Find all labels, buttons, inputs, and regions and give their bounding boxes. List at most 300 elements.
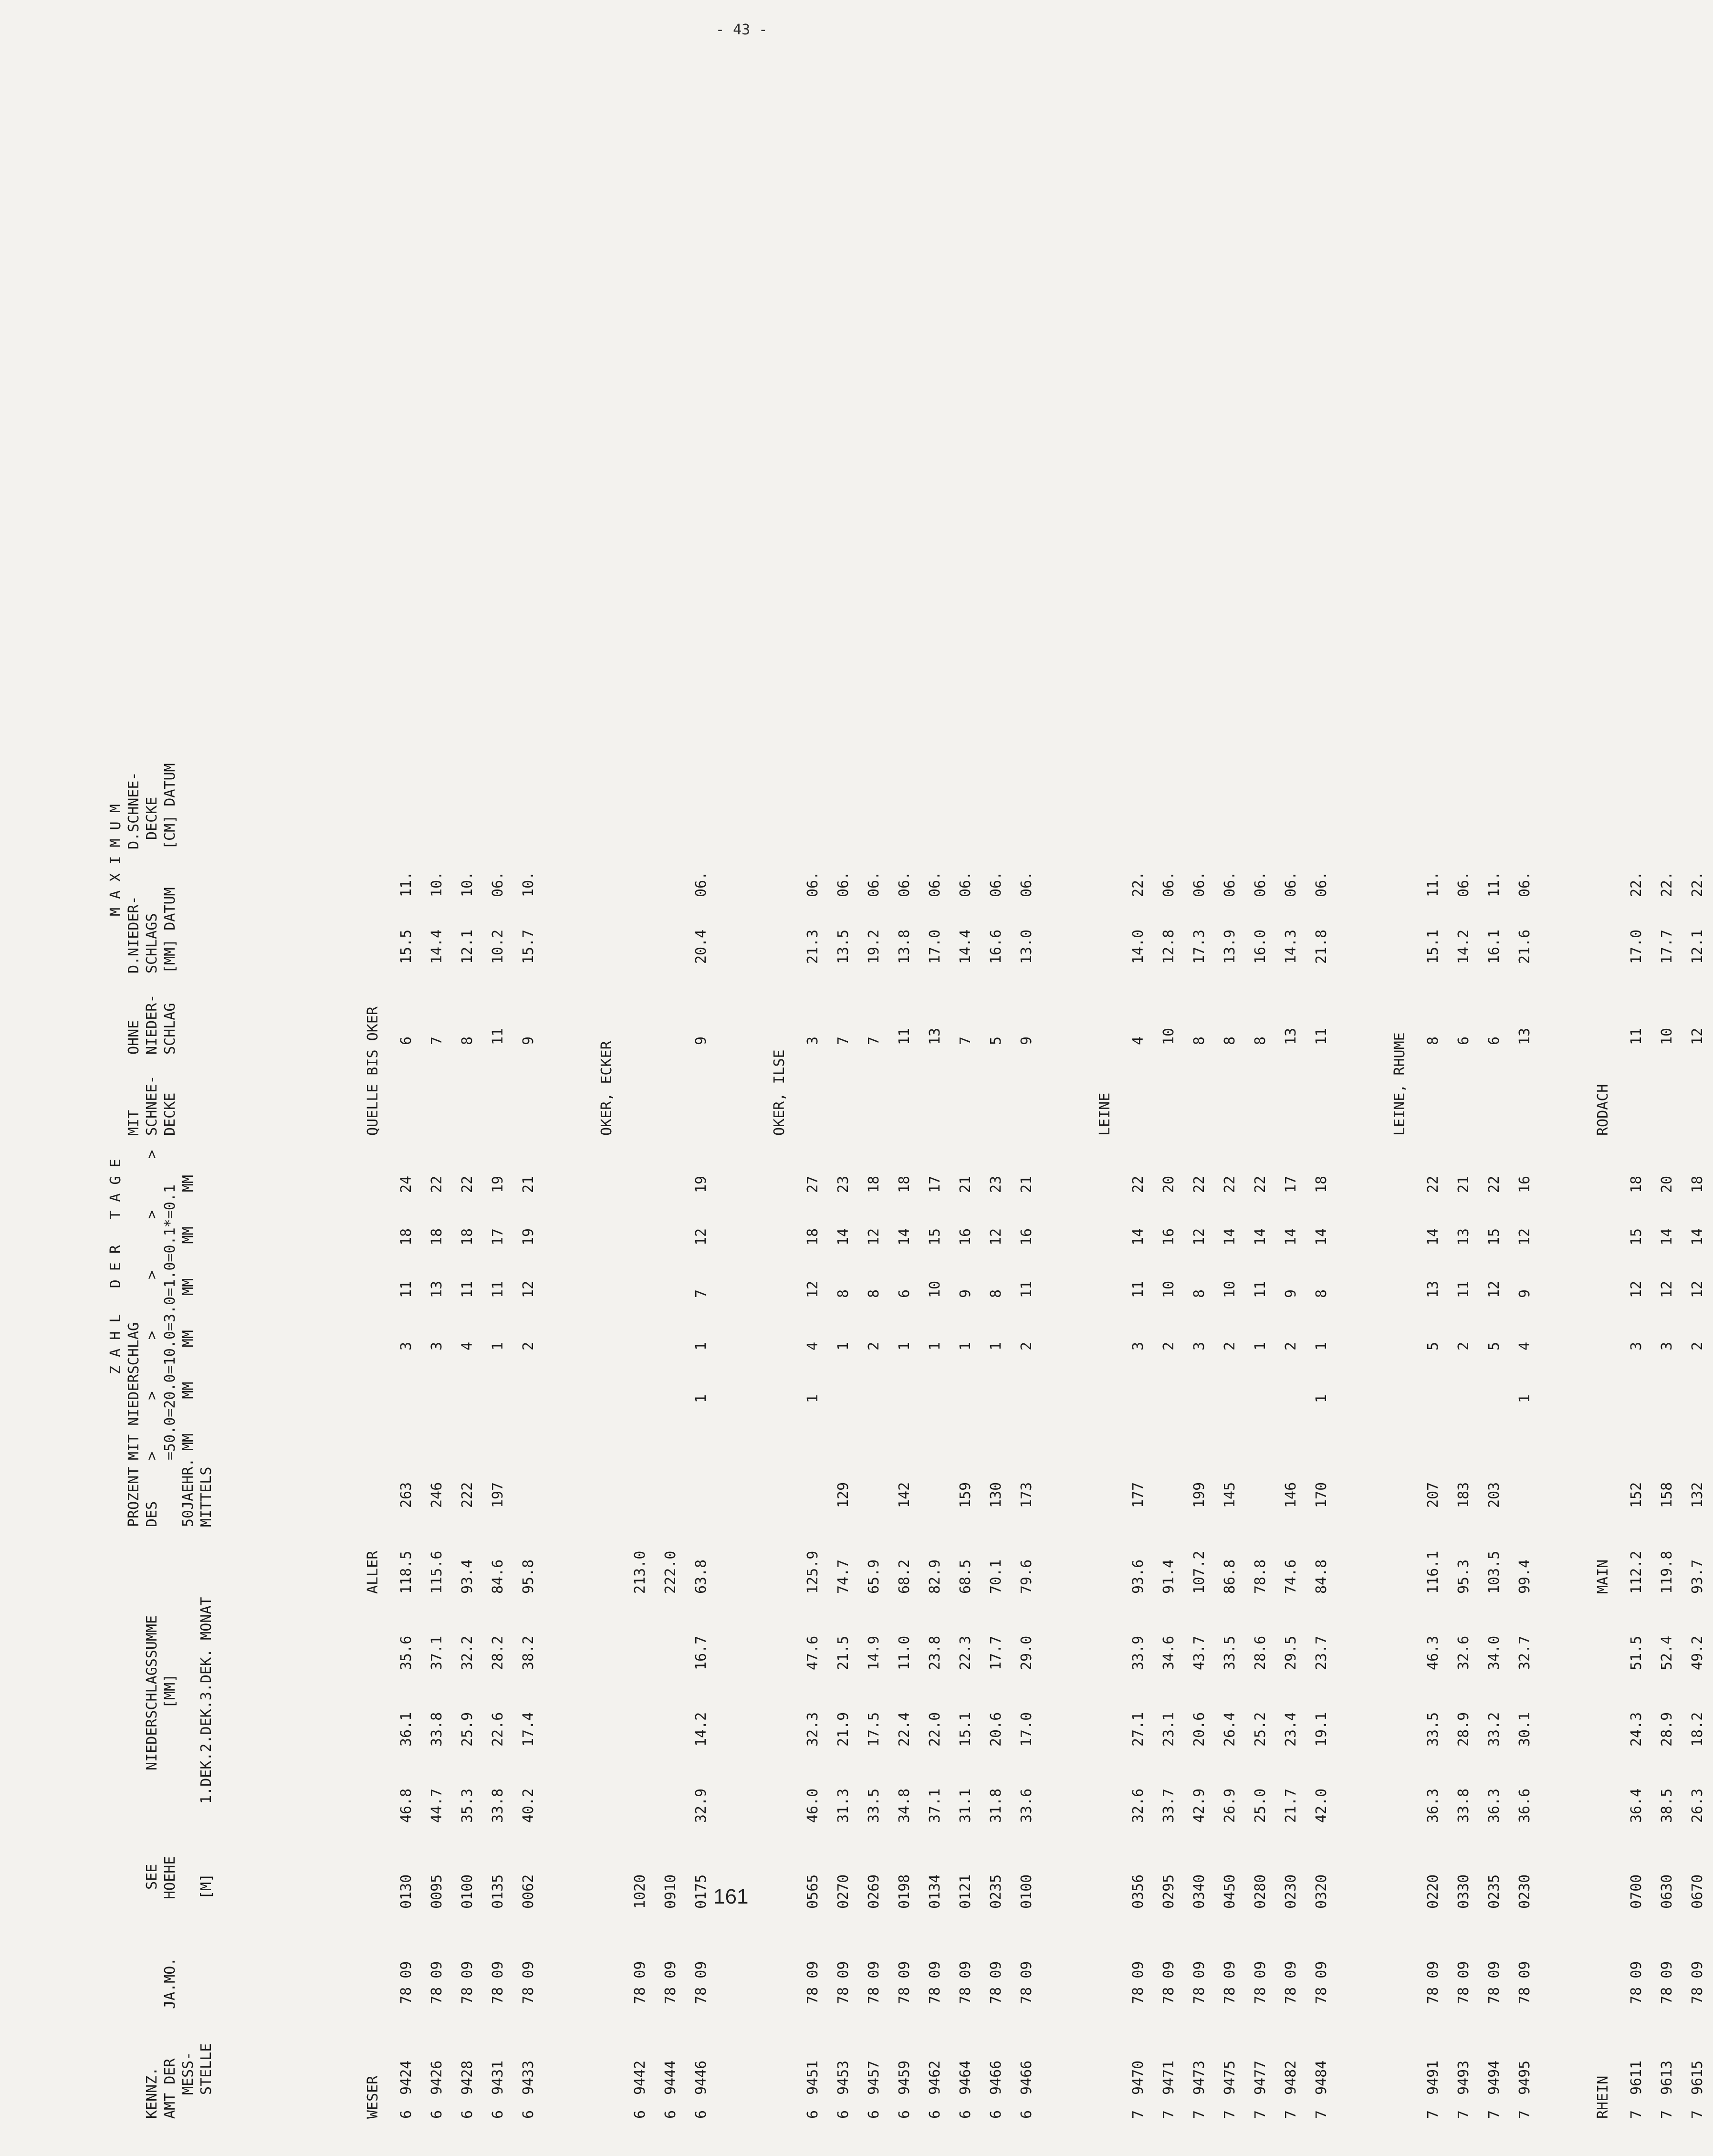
cell-d1: 32.6: [1130, 1788, 1147, 1823]
cell-c01: 24: [398, 1175, 415, 1193]
cell-amt: 6: [988, 2110, 1004, 2119]
cell-d2: 19.1: [1313, 1712, 1330, 1747]
cell-p: 170: [1313, 1482, 1330, 1508]
cell-m: 95.8: [520, 1559, 537, 1594]
cell-id: 9457: [866, 2060, 882, 2095]
cell-c1: 18: [804, 1228, 821, 1245]
cell-d3: 21.5: [835, 1635, 852, 1670]
header-d-nieder: [125, 887, 216, 973]
cell-amt: 7: [1689, 2110, 1706, 2119]
cell-c01: 18: [1313, 1175, 1330, 1193]
cell-c10: 2: [1160, 1341, 1177, 1350]
cell-ja: 78 09: [428, 1961, 445, 2004]
cell-c01: 21: [520, 1175, 537, 1193]
cell-d1: 32.9: [693, 1788, 710, 1823]
cell-d3: 32.6: [1455, 1635, 1472, 1670]
cell-md: 06.: [927, 871, 943, 897]
table-row: [1418, 67, 1449, 2119]
cell-d1: 35.3: [459, 1788, 476, 1823]
cell-d3: 28.2: [490, 1635, 506, 1670]
cell-m: 63.8: [693, 1559, 710, 1594]
cell-id: 9426: [428, 2060, 445, 2095]
section-header: [353, 67, 391, 2119]
cell-h: 0340: [1191, 1874, 1208, 1909]
cell-md: 06.: [835, 871, 852, 897]
cell-m: 93.4: [459, 1559, 476, 1594]
cell-d3: 33.5: [1222, 1635, 1238, 1670]
cell-os: 7: [866, 1036, 882, 1045]
cell-h: 0330: [1455, 1874, 1472, 1909]
cell-c3: 11: [1130, 1280, 1147, 1298]
cell-c3: 12: [1659, 1280, 1675, 1298]
cell-amt: 7: [1628, 2110, 1645, 2119]
cell-d3: 33.9: [1130, 1635, 1147, 1670]
cell-ja: 78 09: [804, 1961, 821, 2004]
cell-h: 0135: [490, 1874, 506, 1909]
cell-c1: 14: [1283, 1228, 1299, 1245]
header-see-l2: HOEHE: [162, 1856, 178, 1899]
cell-d3: 34.6: [1160, 1635, 1177, 1670]
table-row: [1479, 67, 1510, 2119]
cell-d2: 28.9: [1659, 1712, 1675, 1747]
header-see-l1: SEE: [144, 1863, 160, 1890]
table-body: [353, 67, 1713, 2119]
cell-amt: 6: [804, 2110, 821, 2119]
cell-amt: 7: [1252, 2110, 1269, 2119]
cell-c1: 15: [1486, 1228, 1503, 1245]
header-amt-l1: KENNZ.: [144, 2067, 160, 2119]
cell-c10: 3: [428, 1341, 445, 1350]
cell-m: 84.8: [1313, 1559, 1330, 1594]
cell-d3: 35.6: [398, 1635, 415, 1670]
cell-c10: 2: [1018, 1341, 1035, 1350]
cell-d2: 23.1: [1160, 1712, 1177, 1747]
cell-c3: 12: [1689, 1280, 1706, 1298]
cell-md: 10.: [459, 871, 476, 897]
cell-amt: 7: [1313, 2110, 1330, 2119]
cell-d3: 17.7: [988, 1635, 1004, 1670]
cell-c3: 9: [957, 1289, 974, 1298]
cell-h: 0095: [428, 1874, 445, 1909]
cell-d3: 32.2: [459, 1635, 476, 1670]
cell-c3: 11: [1018, 1280, 1035, 1298]
cell-amt: 7: [1486, 2110, 1503, 2119]
cell-os: 13: [1516, 1027, 1533, 1045]
cell-d1: 31.3: [835, 1788, 852, 1823]
cell-id: 9451: [804, 2060, 821, 2095]
cell-amt: 7: [1659, 2110, 1675, 2119]
cell-c01: 21: [1455, 1175, 1472, 1193]
cell-c3: 10: [1222, 1280, 1238, 1298]
cell-d1: 46.0: [804, 1788, 821, 1823]
section-gap: [1540, 67, 1583, 2119]
cell-c10: 2: [1283, 1341, 1299, 1350]
cell-ja: 78 09: [1425, 1961, 1441, 2004]
cell-mx: 21.6: [1516, 929, 1533, 964]
cell-d1: 33.8: [490, 1788, 506, 1823]
table-row: [1184, 67, 1215, 2119]
cell-d3: 49.2: [1689, 1635, 1706, 1670]
cell-c1: 15: [927, 1228, 943, 1245]
cell-c01: 18: [1689, 1175, 1706, 1193]
cell-md: 06.: [1191, 871, 1208, 897]
cell-id: 9446: [693, 2060, 710, 2095]
cell-os: 11: [1313, 1027, 1330, 1045]
cell-c01: 21: [957, 1175, 974, 1193]
cell-d2: 26.4: [1222, 1712, 1238, 1747]
cell-mx: 10.2: [490, 929, 506, 964]
cell-amt: 6: [632, 2110, 648, 2119]
cell-c10: 1: [896, 1341, 913, 1350]
cell-md: 06.: [1222, 871, 1238, 897]
cell-amt: 6: [490, 2110, 506, 2119]
cell-c01: 18: [1628, 1175, 1645, 1193]
cell-md: 06.: [1516, 871, 1533, 897]
cell-md: 06.: [1283, 871, 1299, 897]
cell-id: 9470: [1130, 2060, 1147, 2095]
cell-md: 22.: [1659, 871, 1675, 897]
cell-mx: 13.5: [835, 929, 852, 964]
cell-id: 9484: [1313, 2060, 1330, 2095]
cell-p: 222: [459, 1482, 476, 1508]
cell-id: 9613: [1659, 2060, 1675, 2095]
section-label: MAIN: [1595, 1559, 1611, 1594]
cell-amt: 7: [1130, 2110, 1147, 2119]
cell-os: 13: [927, 1027, 943, 1045]
cell-mx: 19.2: [866, 929, 882, 964]
cell-m: 93.6: [1130, 1559, 1147, 1594]
header-mit-schnee-l2: SCHNEE-: [144, 1075, 160, 1136]
cell-md: 10.: [520, 871, 537, 897]
cell-id: 9433: [520, 2060, 537, 2095]
header-prozent: [125, 1458, 234, 1546]
section-gap: [544, 67, 587, 2119]
cell-d1: 38.5: [1659, 1788, 1675, 1823]
cell-m: 82.9: [927, 1559, 943, 1594]
header-ds-l2: DECKE: [144, 796, 160, 840]
table-row: [1621, 67, 1652, 2119]
cell-d1: 44.7: [428, 1788, 445, 1823]
table-row: [483, 67, 513, 2119]
cell-amt: 7: [1222, 2110, 1238, 2119]
cell-id: 9477: [1252, 2060, 1269, 2095]
cell-ja: 78 09: [1018, 1961, 1035, 2004]
table-row: [889, 67, 920, 2119]
cell-c01: 22: [1130, 1175, 1147, 1193]
cell-d3: 43.7: [1191, 1635, 1208, 1670]
table-row: [1123, 67, 1154, 2119]
header-maximum: M A X I M U M: [107, 804, 124, 916]
cell-md: 06.: [1252, 871, 1269, 897]
cell-c10: 1: [1252, 1341, 1269, 1350]
cell-c01: 23: [835, 1175, 852, 1193]
cell-ja: 78 09: [1689, 1961, 1706, 2004]
cell-c1: 16: [957, 1228, 974, 1245]
cell-md: 11.: [1425, 871, 1441, 897]
cell-d2: 23.4: [1283, 1712, 1299, 1747]
cell-amt: 6: [693, 2110, 710, 2119]
cell-d2: 33.2: [1486, 1712, 1503, 1747]
cell-os: 6: [1486, 1036, 1503, 1045]
cell-os: 9: [520, 1036, 537, 1045]
cell-c1: 14: [1252, 1228, 1269, 1245]
cell-d2: 28.9: [1455, 1712, 1472, 1747]
header-amt-l2: AMT DER: [162, 2058, 178, 2119]
table-row: [1154, 67, 1184, 2119]
header-nied-unit: [MM]: [162, 1674, 178, 1708]
cell-h: 0130: [398, 1874, 415, 1909]
cell-ja: 78 09: [1313, 1961, 1330, 2004]
cell-m: 115.6: [428, 1550, 445, 1594]
cell-id: 9482: [1283, 2060, 1299, 2095]
cell-d1: 36.4: [1628, 1788, 1645, 1823]
cell-amt: 7: [1191, 2110, 1208, 2119]
table-row: [981, 67, 1012, 2119]
cell-h: 0270: [835, 1874, 852, 1909]
cell-h: 0450: [1222, 1874, 1238, 1909]
cell-id: 9495: [1516, 2060, 1533, 2095]
cell-os: 4: [1130, 1036, 1147, 1045]
cell-id: 9442: [632, 2060, 648, 2095]
cell-id: 9466: [988, 2060, 1004, 2095]
cell-d2: 36.1: [398, 1712, 415, 1747]
cell-mx: 12.1: [459, 929, 476, 964]
cell-c01: 21: [1018, 1175, 1035, 1193]
header-gt: > > > > > >: [144, 1150, 160, 1460]
cell-md: 10.: [428, 871, 445, 897]
header-zahl-title: Z A H L D E R T A G E: [107, 1159, 124, 1374]
cell-md: 06.: [1018, 871, 1035, 897]
cell-os: 13: [1283, 1027, 1299, 1045]
cell-c3: 10: [1160, 1280, 1177, 1298]
cell-m: 119.8: [1659, 1550, 1675, 1594]
cell-m: 116.1: [1425, 1550, 1441, 1594]
cell-m: 74.6: [1283, 1559, 1299, 1594]
table-row: [798, 67, 828, 2119]
cell-h: 0062: [520, 1874, 537, 1909]
cell-p: 183: [1455, 1482, 1472, 1508]
table-row: [625, 67, 656, 2119]
cell-p: 129: [835, 1482, 852, 1508]
cell-md: 11.: [398, 871, 415, 897]
cell-h: 0670: [1689, 1874, 1706, 1909]
cell-p: 203: [1486, 1482, 1503, 1508]
section-sub: OKER, ECKER: [598, 1041, 615, 1136]
cell-d1: 36.3: [1486, 1788, 1503, 1823]
cell-ja: 78 09: [459, 1961, 476, 2004]
cell-d3: 23.7: [1313, 1635, 1330, 1670]
cell-amt: 7: [1425, 2110, 1441, 2119]
cell-c01: 22: [428, 1175, 445, 1193]
cell-d2: 27.1: [1130, 1712, 1147, 1747]
cell-p: 145: [1222, 1482, 1238, 1508]
cell-os: 5: [988, 1036, 1004, 1045]
cell-c1: 14: [1689, 1228, 1706, 1245]
cell-ja: 78 09: [1659, 1961, 1675, 2004]
cell-p: 132: [1689, 1482, 1706, 1508]
cell-os: 8: [1222, 1036, 1238, 1045]
cell-c1: 14: [835, 1228, 852, 1245]
cell-id: 9464: [957, 2060, 974, 2095]
cell-p: 130: [988, 1482, 1004, 1508]
cell-os: 7: [428, 1036, 445, 1045]
cell-d3: 28.6: [1252, 1635, 1269, 1670]
cell-c20: 1: [1313, 1394, 1330, 1403]
cell-c10: 3: [1628, 1341, 1645, 1350]
cell-os: 7: [957, 1036, 974, 1045]
cell-d2: 18.2: [1689, 1712, 1706, 1747]
cell-m: 118.5: [398, 1550, 415, 1594]
table-row: [828, 67, 859, 2119]
cell-md: 22.: [1628, 871, 1645, 897]
cell-d3: 14.9: [866, 1635, 882, 1670]
cell-amt: 6: [459, 2110, 476, 2119]
cell-id: 9473: [1191, 2060, 1208, 2095]
cell-ja: 78 09: [398, 1961, 415, 2004]
cell-os: 11: [490, 1027, 506, 1045]
table-row: [452, 67, 483, 2119]
cell-c3: 11: [490, 1280, 506, 1298]
cell-c3: 11: [1252, 1280, 1269, 1298]
cell-ja: 78 09: [835, 1961, 852, 2004]
section-sub: QUELLE BIS OKER: [365, 1006, 381, 1136]
header-see-l3: [M]: [198, 1873, 215, 1899]
cell-ja: 78 09: [927, 1961, 943, 2004]
cell-d1: 37.1: [927, 1788, 943, 1823]
cell-id: 9428: [459, 2060, 476, 2095]
cell-ja: 78 09: [1252, 1961, 1269, 2004]
cell-mx: 17.7: [1659, 929, 1675, 964]
cell-c3: 10: [927, 1280, 943, 1298]
cell-h: 0121: [957, 1874, 974, 1909]
cell-ja: 78 09: [957, 1961, 974, 2004]
cell-d1: 34.8: [896, 1788, 913, 1823]
cell-d1: 25.0: [1252, 1788, 1269, 1823]
header-mit-schnee: [125, 1075, 216, 1136]
cell-c1: 12: [1516, 1228, 1533, 1245]
cell-c1: 14: [1313, 1228, 1330, 1245]
cell-d3: 37.1: [428, 1635, 445, 1670]
cell-c1: 14: [1659, 1228, 1675, 1245]
cell-p: 199: [1191, 1482, 1208, 1508]
table-row: [1276, 67, 1306, 2119]
cell-ja: 78 09: [1628, 1961, 1645, 2004]
section-sub: OKER, ILSE: [771, 1049, 788, 1136]
cell-m: 107.2: [1191, 1550, 1208, 1594]
cell-d1: 40.2: [520, 1788, 537, 1823]
table-row: [686, 67, 717, 2119]
cell-m: 112.2: [1628, 1550, 1645, 1594]
cell-c1: 12: [866, 1228, 882, 1245]
table-row: [951, 67, 981, 2119]
cell-c10: 3: [1191, 1341, 1208, 1350]
cell-d2: 20.6: [988, 1712, 1004, 1747]
cell-os: 12: [1689, 1027, 1706, 1045]
cell-c1: 15: [1628, 1228, 1645, 1245]
cell-c01: 22: [1425, 1175, 1441, 1193]
cell-c3: 8: [866, 1289, 882, 1298]
cell-amt: 7: [1160, 2110, 1177, 2119]
cell-d2: 33.5: [1425, 1712, 1441, 1747]
table-row: [920, 67, 951, 2119]
cell-ja: 78 09: [662, 1961, 679, 2004]
cell-md: 06.: [866, 871, 882, 897]
cell-mx: 17.0: [1628, 929, 1645, 964]
cell-c10: 1: [927, 1341, 943, 1350]
cell-mx: 17.0: [927, 929, 943, 964]
cell-d1: 26.9: [1222, 1788, 1238, 1823]
cell-d1: 42.0: [1313, 1788, 1330, 1823]
cell-d2: 22.6: [490, 1712, 506, 1747]
cell-d1: 26.3: [1689, 1788, 1706, 1823]
cell-mx: 20.4: [693, 929, 710, 964]
cell-p: 146: [1283, 1482, 1299, 1508]
header-prozent-l2: DES: [144, 1501, 160, 1527]
section-sub: RODACH: [1595, 1084, 1611, 1136]
cell-h: 0100: [459, 1874, 476, 1909]
cell-h: 0910: [662, 1874, 679, 1909]
cell-p: 152: [1628, 1482, 1645, 1508]
cell-mx: 17.3: [1191, 929, 1208, 964]
cell-ja: 78 09: [1516, 1961, 1533, 2004]
table-row: [1215, 67, 1245, 2119]
cell-c20: 1: [693, 1394, 710, 1403]
table-row: [1682, 67, 1713, 2119]
table-row: [391, 67, 422, 2119]
section-header: [587, 67, 625, 2119]
cell-c3: 9: [1283, 1289, 1299, 1298]
cell-md: 06.: [693, 871, 710, 897]
cell-c10: 2: [520, 1341, 537, 1350]
cell-c01: 19: [490, 1175, 506, 1193]
cell-d3: 29.0: [1018, 1635, 1035, 1670]
header-ds-l1: D.SCHNEE-: [125, 772, 142, 849]
cell-c10: 1: [835, 1341, 852, 1350]
cell-d1: 42.9: [1191, 1788, 1208, 1823]
cell-m: 222.0: [662, 1550, 679, 1594]
cell-c3: 13: [1425, 1280, 1441, 1298]
cell-m: 213.0: [632, 1550, 648, 1594]
cell-md: 06.: [804, 871, 821, 897]
cell-d2: 32.3: [804, 1712, 821, 1747]
cell-p: 142: [896, 1482, 913, 1508]
cell-d3: 34.0: [1486, 1635, 1503, 1670]
cell-os: 6: [1455, 1036, 1472, 1045]
section-header: [1583, 67, 1621, 2119]
header-prozent-l1: PROZENT: [125, 1466, 142, 1527]
cell-amt: 6: [398, 2110, 415, 2119]
cell-md: 06.: [1160, 871, 1177, 897]
cell-ja: 78 09: [1160, 1961, 1177, 2004]
cell-os: 6: [398, 1036, 415, 1045]
cell-c10: 4: [804, 1341, 821, 1350]
header-prozent-l3: 50JAEHR.: [180, 1458, 197, 1527]
section-sub: LEINE, RHUME: [1391, 1032, 1408, 1136]
header-dn-l3: [MM] DATUM: [162, 887, 178, 973]
section-gap: [717, 67, 760, 2119]
cell-ja: 78 09: [1455, 1961, 1472, 2004]
cell-c3: 6: [896, 1289, 913, 1298]
header-nied-title: NIEDERSCHLAGSSUMME: [144, 1615, 160, 1770]
cell-c1: 14: [1130, 1228, 1147, 1245]
section-header: [1380, 67, 1418, 2119]
table-row: [859, 67, 889, 2119]
cell-c1: 18: [459, 1228, 476, 1245]
cell-mx: 14.4: [957, 929, 974, 964]
cell-amt: 6: [1018, 2110, 1035, 2119]
cell-amt: 6: [428, 2110, 445, 2119]
cell-amt: 6: [835, 2110, 852, 2119]
